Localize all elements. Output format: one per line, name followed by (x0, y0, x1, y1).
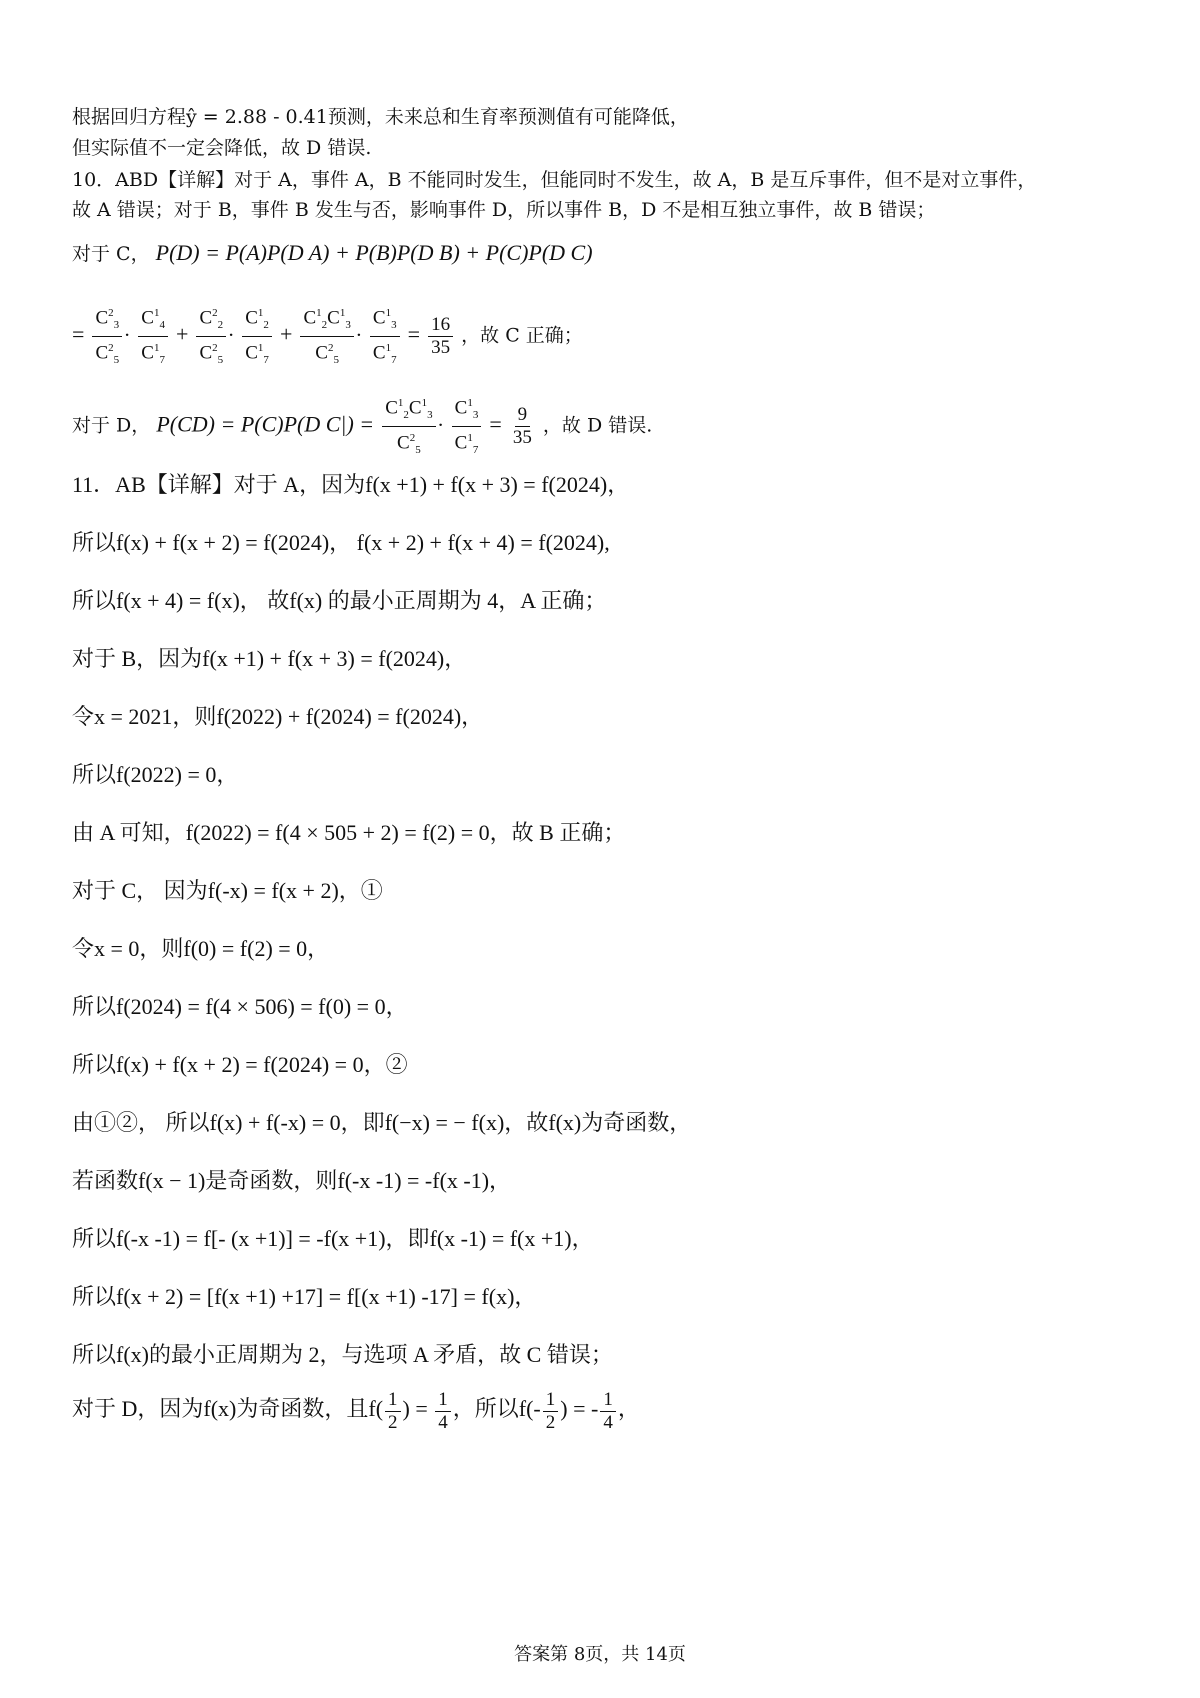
text-line: 所以f(x)的最小正周期为 2，与选项 A 矛盾，故 C 错误； (72, 1342, 613, 1367)
text-line: 令x = 2021，则f(2022) + f(2024) = f(2024)， (72, 704, 484, 729)
fraction: $\frac{C^1_2}{C^1_7}$ (242, 302, 272, 371)
text-line: 所以f(x) + f(x + 2) = f(2024) = 0，② (72, 1052, 408, 1077)
conclusion: ，故 C 正确； (461, 324, 583, 347)
text-line: 11．AB【详解】对于 A，因为f(x +1) + f(x + 3) = f(2024)， (72, 472, 630, 497)
formula-line: 对于 D， P(CD) = P(C)P(D C|) = $\frac{C^1_2C^1_3}{C^2_5}$ · $\frac{C^1_3}{C^1_7}$ = $\frac{9}{35}$ ，故 D 错误. (72, 392, 652, 461)
text-line: 故 A 错误；对于 B，事件 B 发生与否，影响事件 D，所以事件 B，D 不是相互独立事件，故 B 错误； (72, 199, 936, 221)
fraction: $\frac{1}{4}$ (435, 1389, 451, 1434)
text-line: 但实际值不一定会降低，故 D 错误. (72, 137, 372, 159)
formula-line: 对于 D，因为f(x)为奇函数，且f( $\frac{1}{2}$ ) = $\frac{1}{4}$ ，所以f(- $\frac{1}{2}$ ) = - $\frac{1}{4}$ ， (72, 1388, 640, 1433)
formula-line: = $\frac{C^2_3}{C^2_5}$ · $\frac{C^1_4}{C^1_7}$ + $\frac{C^2_2}{C^2_5}$ · $\frac{C^1_2}{C^1_7}$ + $\frac{C^1_2C^1_3}{C^2_5}$ · $\frac{C^1_3}{C^1_7}$ = $\frac{16}{35}$ ，故 C 正确； (72, 302, 583, 371)
text-line: 令x = 0，则f(0) = f(2) = 0， (72, 936, 330, 961)
fraction: $\frac{1}{2}$ (385, 1389, 401, 1434)
result-fraction: $\frac{16}{35}$ (428, 314, 453, 359)
text-line: 根据回归方程ŷ = 2.88 - 0.41预测，未来总和生育率预测值有可能降低， (72, 106, 689, 128)
text-line: 所以f(2024) = f(4 × 506) = f(0) = 0， (72, 994, 408, 1019)
text-line: 所以f(2022) = 0， (72, 762, 239, 787)
label: 对于 D， (72, 414, 151, 437)
fraction: $\frac{C^2_3}{C^2_5}$ (92, 302, 122, 371)
formula: P(D) = P(A)P(D A) + P(B)P(D B) + P(C)P(D C) (155, 240, 593, 265)
text-line: 由 A 可知，f(2022) = f(4 × 505 + 2) = f(2) = 0，故 B 正确； (72, 820, 626, 845)
fraction: $\frac{C^2_2}{C^2_5}$ (196, 302, 226, 371)
conclusion: ，故 D 错误. (542, 414, 653, 437)
page-footer: 答案第 8页，共 14页 (514, 1644, 686, 1665)
formula: P(CD) = P(C)P(D C|) = (156, 411, 375, 437)
text-line: 10．ABD【详解】对于 A，事件 A，B 不能同时发生，但能同时不发生，故 A，B 是互斥事件，但不是对立事件， (72, 169, 1037, 191)
text-line (72, 240, 593, 267)
label: 对于 C， (72, 243, 150, 265)
text-line: 若函数f(x − 1)是奇函数，则f(-x -1) = -f(x -1)， (72, 1168, 512, 1193)
fraction: $\frac{1}{4}$ (600, 1389, 616, 1434)
text-line: 所以f(x + 4) = f(x)， 故f(x) 的最小正周期为 4，A 正确； (72, 588, 607, 613)
text-line: 对于 B，因为f(x +1) + f(x + 3) = f(2024)， (72, 646, 467, 671)
fraction: $\frac{C^1_3}{C^1_7}$ (452, 392, 482, 461)
result-fraction: $\frac{9}{35}$ (512, 404, 532, 449)
text-line: 由①②， 所以f(x) + f(-x) = 0，即f(−x) = − f(x)，故f(x)为奇函数， (72, 1110, 692, 1135)
text-line: 所以f(x) + f(x + 2) = f(2024)， f(x + 2) + f(x + 4) = f(2024), (72, 530, 610, 555)
text-line: 对于 C， 因为f(-x) = f(x + 2)，① (72, 878, 383, 903)
fraction: $\frac{1}{2}$ (543, 1389, 559, 1434)
fraction: $\frac{C^1_2C^1_3}{C^2_5}$ (382, 392, 435, 461)
text-line: 所以f(x + 2) = [f(x +1) +17] = f[(x +1) -17] = f(x)， (72, 1284, 537, 1309)
fraction: $\frac{C^1_3}{C^1_7}$ (370, 302, 400, 371)
fraction: $\frac{C^1_4}{C^1_7}$ (138, 302, 168, 371)
text-line: 所以f(-x -1) = f[- (x +1)] = -f(x +1)，即f(x -1) = f(x +1)， (72, 1226, 594, 1251)
fraction: $\frac{C^1_2C^1_3}{C^2_5}$ (300, 302, 353, 371)
